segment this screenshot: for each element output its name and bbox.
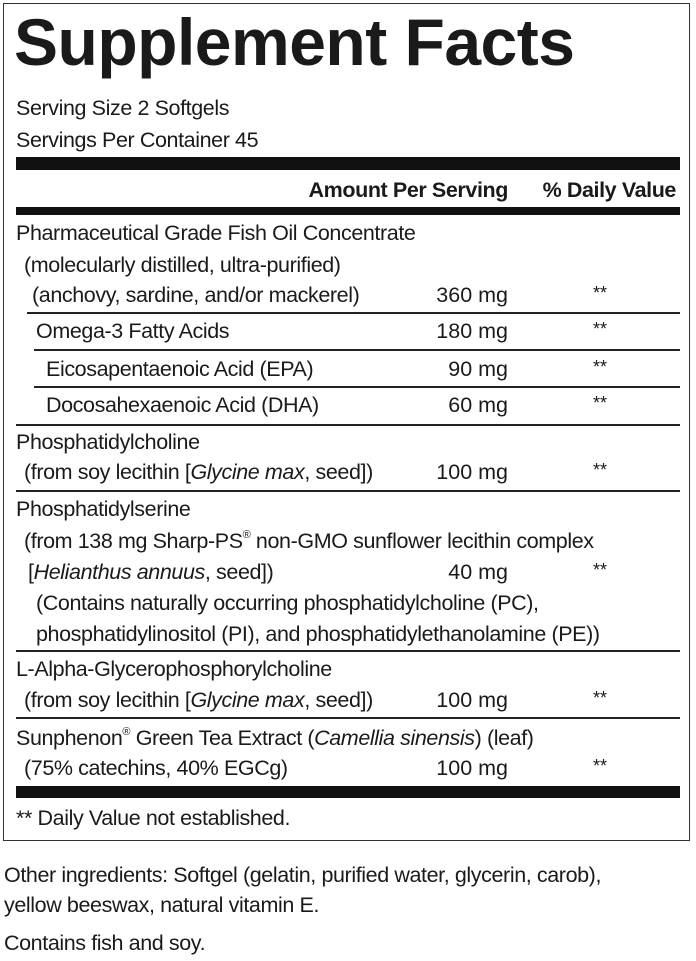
daily-value: **	[592, 688, 607, 708]
ingredient-name: Phosphatidylserine	[16, 497, 191, 521]
ingredient-name: Phosphatidylcholine	[16, 430, 200, 454]
row-divider	[34, 386, 680, 388]
ingredient-name: Omega-3 Fatty Acids	[36, 319, 230, 343]
amount: 100 mg	[436, 688, 508, 712]
text: (from soy lecithin [	[24, 688, 191, 712]
amount: 60 mg	[448, 393, 508, 417]
thick-divider	[16, 786, 680, 798]
amount: 180 mg	[436, 319, 508, 343]
ingredient-detail	[24, 459, 373, 485]
amount: 100 mg	[436, 460, 508, 484]
other-ingredients: Other ingredients: Softgel (gelatin, purified water, glycerin, carob),	[4, 863, 602, 887]
daily-value: **	[592, 283, 607, 303]
row-divider	[34, 349, 680, 351]
amount-header: Amount Per Serving	[308, 178, 508, 202]
text: Sunphenon	[16, 726, 123, 750]
row-divider	[16, 424, 680, 426]
text: [	[28, 560, 34, 584]
amount: 100 mg	[436, 756, 508, 780]
latin-name: Helianthus annuus	[33, 560, 205, 584]
amount: 360 mg	[436, 283, 508, 307]
text: Green Tea Extract (	[130, 726, 315, 750]
panel-title: Supplement Facts	[14, 5, 575, 79]
row-divider	[16, 490, 680, 492]
ingredient-detail	[28, 559, 273, 585]
allergen-statement: Contains fish and soy.	[4, 931, 206, 955]
ingredient-name: Docosahexaenoic Acid (DHA)	[46, 393, 319, 417]
daily-value: **	[592, 393, 607, 413]
daily-value: **	[592, 560, 607, 580]
ingredient-detail: (Contains naturally occurring phosphatidylcholine (PC),	[36, 591, 539, 615]
daily-value: **	[592, 319, 607, 339]
dv-header: % Daily Value	[542, 178, 676, 202]
registered-mark: ®	[122, 726, 131, 738]
daily-value: **	[592, 357, 607, 377]
ingredient-detail: (molecularly distilled, ultra-purified)	[24, 253, 341, 277]
ingredient-detail: phosphatidylinositol (PI), and phosphatidylethanolamine (PE))	[36, 622, 600, 646]
ingredient-detail: (anchovy, sardine, and/or mackerel)	[32, 283, 360, 307]
ingredient-detail: (75% catechins, 40% EGCg)	[24, 756, 288, 780]
servings-per-container: Servings Per Container 45	[16, 128, 259, 152]
ingredient-detail	[24, 687, 373, 713]
ingredient-name: L-Alpha-Glycerophosphorylcholine	[16, 657, 332, 681]
text: non-GMO sunflower lecithin complex	[250, 529, 594, 553]
row-divider	[16, 650, 680, 652]
thick-divider	[16, 157, 680, 170]
text: (from 138 mg Sharp-PS	[24, 529, 243, 553]
latin-name: Camellia sinensis	[314, 726, 475, 750]
registered-mark: ®	[242, 529, 251, 541]
other-ingredients: yellow beeswax, natural vitamin E.	[4, 893, 320, 917]
daily-value: **	[592, 756, 607, 776]
daily-value: **	[592, 460, 607, 480]
text: , seed])	[304, 688, 373, 712]
row-divider	[27, 312, 680, 314]
text: , seed])	[304, 460, 373, 484]
row-divider	[16, 717, 680, 719]
ingredient-name	[16, 725, 534, 751]
ingredient-name: Eicosapentaenoic Acid (EPA)	[46, 357, 314, 381]
header-divider	[16, 207, 680, 215]
amount: 90 mg	[448, 357, 508, 381]
text: ) (leaf)	[474, 726, 534, 750]
text: (from soy lecithin [	[24, 460, 191, 484]
serving-size: Serving Size 2 Softgels	[16, 96, 230, 120]
amount: 40 mg	[448, 560, 508, 584]
footnote: ** Daily Value not established.	[16, 806, 291, 830]
ingredient-detail	[24, 528, 594, 554]
text: , seed])	[204, 560, 274, 584]
latin-name: Glycine max	[190, 688, 305, 712]
ingredient-name: Pharmaceutical Grade Fish Oil Concentrate	[16, 221, 416, 245]
latin-name: Glycine max	[190, 460, 305, 484]
